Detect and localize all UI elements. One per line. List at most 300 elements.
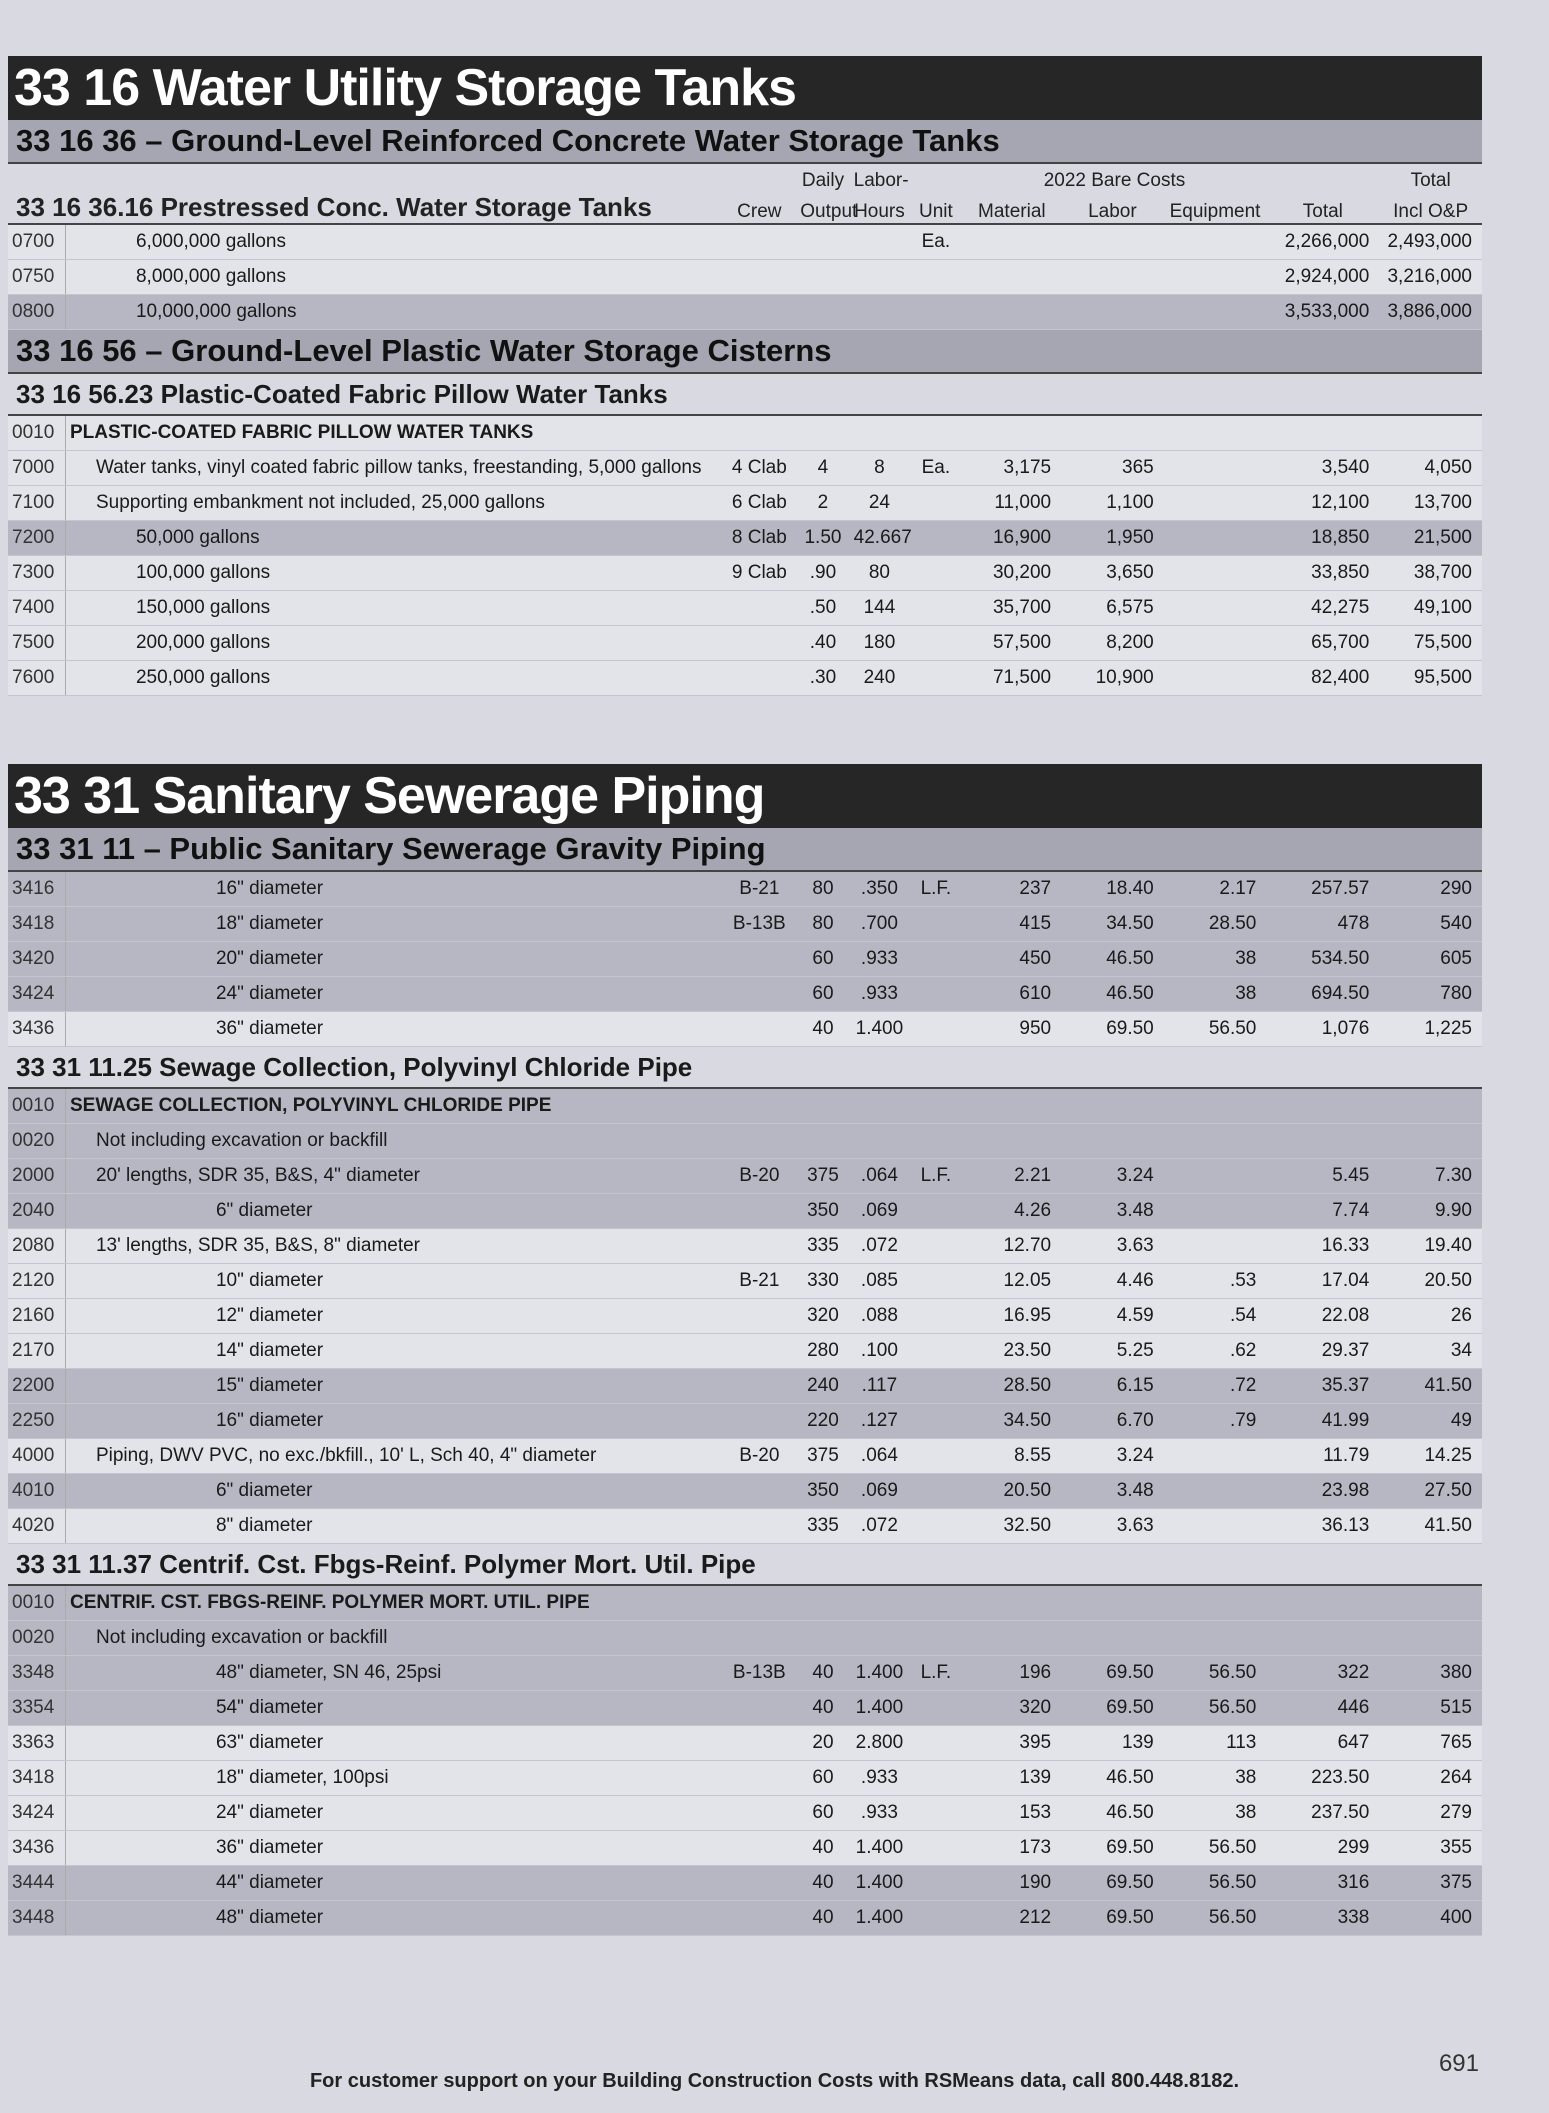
total-incl-op: 21,500	[1379, 521, 1482, 556]
unit: Ea.	[909, 451, 962, 486]
material-cost: 212	[963, 1901, 1062, 1936]
labor-hours	[850, 295, 910, 330]
description: 48" diameter	[65, 1901, 722, 1936]
description: 24" diameter	[65, 1796, 722, 1831]
total-cost: 35.37	[1266, 1369, 1379, 1404]
equipment-cost: 56.50	[1164, 1831, 1267, 1866]
line-code: 3420	[8, 942, 65, 977]
total-cost: 478	[1266, 907, 1379, 942]
labor-cost	[1061, 260, 1164, 295]
unit	[909, 1299, 962, 1334]
table-row	[8, 1796, 1482, 1831]
material-cost: 23.50	[963, 1334, 1062, 1369]
line-code: 0700	[8, 225, 65, 260]
total-cost: 5.45	[1266, 1159, 1379, 1194]
labor-cost	[1061, 416, 1164, 451]
unit	[909, 977, 962, 1012]
description: 100,000 gallons	[65, 556, 722, 591]
daily-output: 80	[796, 872, 849, 907]
description: Not including excavation or backfill	[65, 1124, 722, 1159]
labor-cost: 18.40	[1061, 872, 1164, 907]
table-row	[8, 591, 1482, 626]
labor-hours	[850, 1089, 910, 1124]
output-header: Output	[800, 201, 858, 222]
labor-cost: 46.50	[1061, 942, 1164, 977]
table-row	[8, 661, 1482, 696]
line-code: 7100	[8, 486, 65, 521]
equipment-cost: 28.50	[1164, 907, 1267, 942]
unit-header: Unit	[918, 201, 953, 222]
line-code: 3418	[8, 907, 65, 942]
total-incl-op: 75,500	[1379, 626, 1482, 661]
equipment-cost: .53	[1164, 1264, 1267, 1299]
labor-hours: .933	[850, 1761, 910, 1796]
section-title-sewerage: 33 31 Sanitary Sewerage Piping	[8, 764, 1482, 828]
table-row	[8, 942, 1482, 977]
crew	[722, 1509, 796, 1544]
material-cost: 139	[963, 1761, 1062, 1796]
daily-output: 60	[796, 977, 849, 1012]
table-row	[8, 1334, 1482, 1369]
labor-cost: 3.48	[1061, 1194, 1164, 1229]
daily-output: 40	[796, 1901, 849, 1936]
hours-header: Hours	[854, 201, 905, 222]
table-row	[8, 1089, 1482, 1124]
line-code: 3354	[8, 1691, 65, 1726]
subsection-title-gravity-piping: 33 31 11 – Public Sanitary Sewerage Gravity Piping	[8, 828, 1482, 872]
line-code: 0010	[8, 1089, 65, 1124]
description: Supporting embankment not included, 25,000 gallons	[65, 486, 722, 521]
total-incl-op	[1379, 416, 1482, 451]
table-row	[8, 1901, 1482, 1936]
description: 18" diameter, 100psi	[65, 1761, 722, 1796]
total-incl-op: 375	[1379, 1866, 1482, 1901]
equipment-header: Equipment	[1169, 201, 1261, 222]
material-cost: 34.50	[963, 1404, 1062, 1439]
daily-output: 60	[796, 1761, 849, 1796]
material-cost	[963, 225, 1062, 260]
tank-table	[8, 225, 1482, 330]
total-cost: 7.74	[1266, 1194, 1379, 1229]
crew: 6 Clab	[722, 486, 796, 521]
total-cost: 1,076	[1266, 1012, 1379, 1047]
unit	[909, 1334, 962, 1369]
material-cost: 30,200	[963, 556, 1062, 591]
crew: B-21	[722, 872, 796, 907]
material-cost: 12.70	[963, 1229, 1062, 1264]
description: 44" diameter	[65, 1866, 722, 1901]
cost-data-page	[8, 56, 1482, 1936]
table-title-pillow-tanks: 33 16 56.23 Plastic-Coated Fabric Pillow Water Tanks	[8, 374, 1482, 416]
line-code: 7300	[8, 556, 65, 591]
daily-output: 220	[796, 1404, 849, 1439]
labor-hours: .072	[850, 1509, 910, 1544]
crew	[722, 1404, 796, 1439]
labor-hours: .700	[850, 907, 910, 942]
total-cost: 17.04	[1266, 1264, 1379, 1299]
labor-hours: 240	[850, 661, 910, 696]
labor-cost	[1061, 225, 1164, 260]
line-code: 2160	[8, 1299, 65, 1334]
crew-header: Crew	[737, 201, 782, 222]
total-cost: 3,540	[1266, 451, 1379, 486]
total-cost	[1266, 416, 1379, 451]
labor-hours	[850, 225, 910, 260]
description: Not including excavation or backfill	[65, 1621, 722, 1656]
description: 6" diameter	[65, 1194, 722, 1229]
daily-output: .40	[796, 626, 849, 661]
equipment-cost	[1164, 1474, 1267, 1509]
crew	[722, 1586, 796, 1621]
daily-output: 375	[796, 1439, 849, 1474]
line-code: 3348	[8, 1656, 65, 1691]
daily-output: 40	[796, 1691, 849, 1726]
equipment-cost	[1164, 260, 1267, 295]
labor-hours-header-top: Labor-	[853, 170, 909, 191]
daily-output: 60	[796, 1796, 849, 1831]
daily-output: 1.50	[796, 521, 849, 556]
total-incl-op: 41.50	[1379, 1369, 1482, 1404]
labor-header: Labor	[1088, 201, 1137, 222]
total-cost: 42,275	[1266, 591, 1379, 626]
table-row	[8, 1761, 1482, 1796]
total-cost: 694.50	[1266, 977, 1379, 1012]
labor-hours	[850, 260, 910, 295]
total-cost: 29.37	[1266, 1334, 1379, 1369]
line-code: 2200	[8, 1369, 65, 1404]
equipment-cost	[1164, 556, 1267, 591]
crew	[722, 1901, 796, 1936]
labor-cost: 4.59	[1061, 1299, 1164, 1334]
material-cost: 4.26	[963, 1194, 1062, 1229]
crew	[722, 661, 796, 696]
material-cost	[963, 1621, 1062, 1656]
labor-cost: 3.24	[1061, 1439, 1164, 1474]
total-incl-op: 780	[1379, 977, 1482, 1012]
total-incl-op: 605	[1379, 942, 1482, 977]
daily-header: Daily	[801, 170, 845, 191]
line-code: 7200	[8, 521, 65, 556]
description: 8,000,000 gallons	[65, 260, 722, 295]
total-cost: 2,266,000	[1266, 225, 1379, 260]
total-incl-op: 4,050	[1379, 451, 1482, 486]
unit	[909, 1761, 962, 1796]
crew	[722, 1299, 796, 1334]
labor-cost	[1061, 1089, 1164, 1124]
total-cost: 22.08	[1266, 1299, 1379, 1334]
line-code: 3448	[8, 1901, 65, 1936]
material-cost: 71,500	[963, 661, 1062, 696]
labor-cost: 69.50	[1061, 1901, 1164, 1936]
unit: L.F.	[909, 1656, 962, 1691]
equipment-cost: 56.50	[1164, 1866, 1267, 1901]
total-incl-op: 1,225	[1379, 1012, 1482, 1047]
equipment-cost: .72	[1164, 1369, 1267, 1404]
material-cost: 415	[963, 907, 1062, 942]
labor-cost	[1061, 1621, 1164, 1656]
daily-output: 20	[796, 1726, 849, 1761]
line-code: 0020	[8, 1621, 65, 1656]
crew	[722, 1369, 796, 1404]
total-incl-op: 26	[1379, 1299, 1482, 1334]
description: 20' lengths, SDR 35, B&S, 4" diameter	[65, 1159, 722, 1194]
line-code: 2080	[8, 1229, 65, 1264]
labor-cost: 1,100	[1061, 486, 1164, 521]
table-row	[8, 1264, 1482, 1299]
total-incl-op	[1379, 1089, 1482, 1124]
daily-output	[796, 295, 849, 330]
line-code: 0750	[8, 260, 65, 295]
table-row	[8, 1194, 1482, 1229]
unit	[909, 1586, 962, 1621]
total-cost: 237.50	[1266, 1796, 1379, 1831]
table-row	[8, 1621, 1482, 1656]
unit	[909, 1866, 962, 1901]
bare-costs-header: 2022 Bare Costs	[1043, 170, 1186, 191]
labor-hours: 24	[850, 486, 910, 521]
table-row	[8, 1229, 1482, 1264]
material-cost	[963, 295, 1062, 330]
unit	[909, 1901, 962, 1936]
labor-hours: .100	[850, 1334, 910, 1369]
table-row	[8, 977, 1482, 1012]
table-row	[8, 1691, 1482, 1726]
labor-cost: 34.50	[1061, 907, 1164, 942]
description: 20" diameter	[65, 942, 722, 977]
labor-hours: .085	[850, 1264, 910, 1299]
table-row	[8, 416, 1482, 451]
daily-output	[796, 260, 849, 295]
description: 16" diameter	[65, 872, 722, 907]
material-cost: 196	[963, 1656, 1062, 1691]
crew: B-20	[722, 1159, 796, 1194]
daily-output: .90	[796, 556, 849, 591]
subsection-title-cisterns: 33 16 56 – Ground-Level Plastic Water Storage Cisterns	[8, 330, 1482, 374]
total-incl-op: 49	[1379, 1404, 1482, 1439]
equipment-cost	[1164, 626, 1267, 661]
daily-output: 240	[796, 1369, 849, 1404]
material-cost: 610	[963, 977, 1062, 1012]
total-cost: 647	[1266, 1726, 1379, 1761]
description: 6" diameter	[65, 1474, 722, 1509]
total-cost: 257.57	[1266, 872, 1379, 907]
crew	[722, 1621, 796, 1656]
description: 18" diameter	[65, 907, 722, 942]
labor-hours: .069	[850, 1194, 910, 1229]
equipment-cost: .79	[1164, 1404, 1267, 1439]
labor-hours: .933	[850, 1796, 910, 1831]
material-cost: 20.50	[963, 1474, 1062, 1509]
daily-output	[796, 1586, 849, 1621]
total-cost: 12,100	[1266, 486, 1379, 521]
equipment-cost: 56.50	[1164, 1691, 1267, 1726]
labor-cost: 8,200	[1061, 626, 1164, 661]
description: 13' lengths, SDR 35, B&S, 8" diameter	[65, 1229, 722, 1264]
labor-cost: 69.50	[1061, 1656, 1164, 1691]
line-code: 3436	[8, 1831, 65, 1866]
material-cost: 450	[963, 942, 1062, 977]
total-incl-op: 264	[1379, 1761, 1482, 1796]
line-code: 3436	[8, 1012, 65, 1047]
labor-cost: 3.48	[1061, 1474, 1164, 1509]
labor-cost: 46.50	[1061, 1796, 1164, 1831]
total-cost: 65,700	[1266, 626, 1379, 661]
total-cost: 446	[1266, 1691, 1379, 1726]
total-cost: 534.50	[1266, 942, 1379, 977]
total-cost: 82,400	[1266, 661, 1379, 696]
total-cost: 36.13	[1266, 1509, 1379, 1544]
crew: B-20	[722, 1439, 796, 1474]
table-row	[8, 1159, 1482, 1194]
total-cost: 322	[1266, 1656, 1379, 1691]
daily-output: 40	[796, 1866, 849, 1901]
equipment-cost: 56.50	[1164, 1901, 1267, 1936]
material-cost: 173	[963, 1831, 1062, 1866]
unit	[909, 1124, 962, 1159]
unit: Ea.	[909, 225, 962, 260]
total-incl-op: 765	[1379, 1726, 1482, 1761]
total-incl-op: 290	[1379, 872, 1482, 907]
total-incl-op: 34	[1379, 1334, 1482, 1369]
equipment-cost	[1164, 1586, 1267, 1621]
crew	[722, 1334, 796, 1369]
total-incl-op: 3,886,000	[1379, 295, 1482, 330]
labor-cost: 1,950	[1061, 521, 1164, 556]
unit	[909, 907, 962, 942]
total-incl-op: 13,700	[1379, 486, 1482, 521]
equipment-cost: 38	[1164, 1761, 1267, 1796]
description: 24" diameter	[65, 977, 722, 1012]
table-row	[8, 1586, 1482, 1621]
total-incl-op	[1379, 1586, 1482, 1621]
line-code: 2120	[8, 1264, 65, 1299]
total-header: Total	[1302, 201, 1343, 222]
labor-cost: 10,900	[1061, 661, 1164, 696]
description: 36" diameter	[65, 1012, 722, 1047]
line-code: 3424	[8, 1796, 65, 1831]
description: 250,000 gallons	[65, 661, 722, 696]
table-title: 33 16 36.16 Prestressed Conc. Water Storage Tanks	[16, 192, 652, 222]
crew: B-21	[722, 1264, 796, 1299]
line-code: 7400	[8, 591, 65, 626]
description: 16" diameter	[65, 1404, 722, 1439]
daily-output: 350	[796, 1474, 849, 1509]
total-op-header-top: Total	[1410, 170, 1451, 191]
total-cost: 41.99	[1266, 1404, 1379, 1439]
total-cost	[1266, 1621, 1379, 1656]
total-incl-op: 380	[1379, 1656, 1482, 1691]
line-code: 3444	[8, 1866, 65, 1901]
table-row	[8, 486, 1482, 521]
total-cost	[1266, 1124, 1379, 1159]
line-code: 7000	[8, 451, 65, 486]
labor-hours: 1.400	[850, 1901, 910, 1936]
page-number: 691	[1438, 2050, 1479, 2077]
line-code: 7500	[8, 626, 65, 661]
equipment-cost	[1164, 225, 1267, 260]
line-code: 2170	[8, 1334, 65, 1369]
table-row	[8, 1831, 1482, 1866]
unit	[909, 591, 962, 626]
labor-hours: 8	[850, 451, 910, 486]
pvc-table	[8, 1089, 1482, 1544]
equipment-cost	[1164, 1439, 1267, 1474]
unit	[909, 1369, 962, 1404]
daily-output: 330	[796, 1264, 849, 1299]
equipment-cost	[1164, 1229, 1267, 1264]
equipment-cost	[1164, 1194, 1267, 1229]
total-cost: 2,924,000	[1266, 260, 1379, 295]
unit	[909, 1831, 962, 1866]
description: Piping, DWV PVC, no exc./bkfill., 10' L, Sch 40, 4" diameter	[65, 1439, 722, 1474]
table-row	[8, 1474, 1482, 1509]
unit	[909, 1509, 962, 1544]
labor-hours: 1.400	[850, 1866, 910, 1901]
description: 150,000 gallons	[65, 591, 722, 626]
unit	[909, 260, 962, 295]
line-code: 3416	[8, 872, 65, 907]
material-cost: 11,000	[963, 486, 1062, 521]
table-row	[8, 1404, 1482, 1439]
line-code: 4000	[8, 1439, 65, 1474]
equipment-cost: .62	[1164, 1334, 1267, 1369]
labor-cost: 6.70	[1061, 1404, 1164, 1439]
equipment-cost	[1164, 521, 1267, 556]
equipment-cost: 56.50	[1164, 1012, 1267, 1047]
labor-hours: .072	[850, 1229, 910, 1264]
header-table	[8, 164, 1482, 225]
daily-output: 320	[796, 1299, 849, 1334]
unit: L.F.	[909, 1159, 962, 1194]
labor-hours: 2.800	[850, 1726, 910, 1761]
description: 48" diameter, SN 46, 25psi	[65, 1656, 722, 1691]
unit: L.F.	[909, 872, 962, 907]
crew	[722, 1761, 796, 1796]
unit	[909, 1089, 962, 1124]
total-cost	[1266, 1089, 1379, 1124]
material-cost: 3,175	[963, 451, 1062, 486]
line-code: 3363	[8, 1726, 65, 1761]
total-op-header: Incl O&P	[1393, 201, 1469, 222]
crew	[722, 225, 796, 260]
equipment-cost	[1164, 416, 1267, 451]
total-cost: 18,850	[1266, 521, 1379, 556]
labor-cost: 365	[1061, 451, 1164, 486]
table-row	[8, 872, 1482, 907]
line-code: 2250	[8, 1404, 65, 1439]
table-row	[8, 1369, 1482, 1404]
table-row	[8, 521, 1482, 556]
pillow-table	[8, 416, 1482, 696]
labor-cost: 3.24	[1061, 1159, 1164, 1194]
material-cost	[963, 1124, 1062, 1159]
daily-output: 375	[796, 1159, 849, 1194]
unit	[909, 1691, 962, 1726]
equipment-cost	[1164, 1621, 1267, 1656]
unit	[909, 1621, 962, 1656]
labor-cost: 3.63	[1061, 1509, 1164, 1544]
line-code: 4010	[8, 1474, 65, 1509]
unit	[909, 416, 962, 451]
section-title-water-storage: 33 16 Water Utility Storage Tanks	[8, 56, 1482, 120]
labor-cost	[1061, 295, 1164, 330]
table-row	[8, 1509, 1482, 1544]
labor-hours	[850, 1124, 910, 1159]
line-code: 0800	[8, 295, 65, 330]
total-incl-op: 14.25	[1379, 1439, 1482, 1474]
total-incl-op	[1379, 1621, 1482, 1656]
description: 8" diameter	[65, 1509, 722, 1544]
